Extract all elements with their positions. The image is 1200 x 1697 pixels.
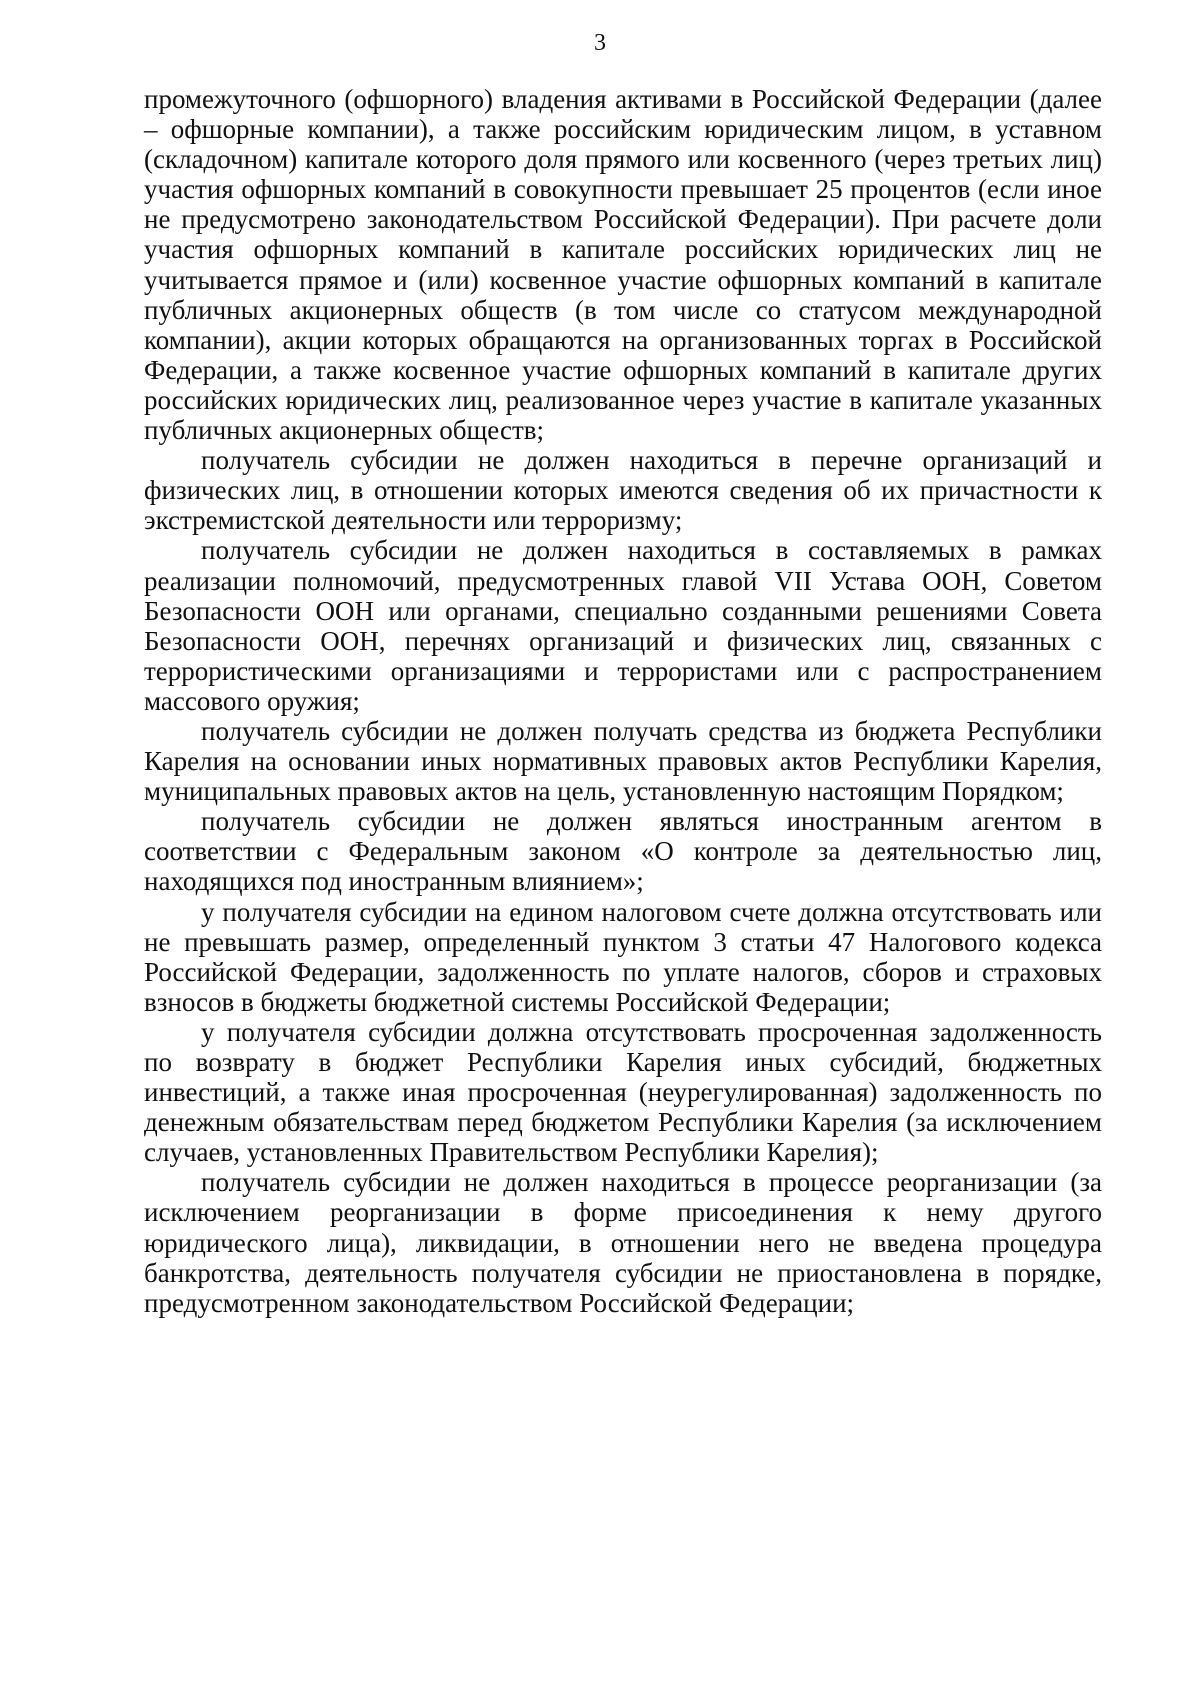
document-body <box>144 84 1102 1318</box>
paragraph-extremism-list: получатель субсидии не должен находиться в перечне организаций и физических лиц, в отношении которых имеются сведения об их причастности к экстремистской деятельности или терроризму; <box>144 445 1102 536</box>
paragraph-overdue-budget-debt: у получателя субсидии должна отсутствовать просроченная задолженность по возврату в бюджет Республики Карелия иных субсидий, бюджетных инвестиций, а также иная просроченная (неурегулированная) задолженность по денежным обязательствам перед бюджетом Республики Карелия (за исключением случаев, установленных Правительством Республики Карелия); <box>144 1016 1102 1168</box>
paragraph-offshore-continuation: промежуточного (офшорного) владения активами в Российской Федерации (далее – офшорные компании), а также российским юридическим лицом, в уставном (складочном) капитале которого доля прямого или косвенного (через третьих лиц) участия офшорных компаний в совокупности превышает 25 процентов (если иное не предусмотрено законодательством Российской Федерации). При расчете доли участия офшорных компаний в капитале российских юридических лиц не учитывается прямое и (или) косвенное участие офшорных компаний в капитале публичных акционерных обществ (в том числе со статусом международной компании), акции которых обращаются на организованных торгах в Российской Федерации, а также косвенное участие офшорных компаний в капитале других российских юридических лиц, реализованное через участие в капитале указанных публичных акционерных обществ; <box>144 84 1102 446</box>
page-number: 3 <box>594 30 606 56</box>
paragraph-foreign-agent: получатель субсидии не должен являться иностранным агентом в соответствии с Федеральным законом «О контроле за деятельностью лиц, находящихся под иностранным влиянием»; <box>144 806 1102 897</box>
paragraph-other-budget-funds: получатель субсидии не должен получать средства из бюджета Республики Карелия на основании иных нормативных правовых актов Республики Карелия, муниципальных правовых актов на цель, установленную настоящим Порядком; <box>144 715 1102 807</box>
paragraph-reorganization-bankruptcy: получатель субсидии не должен находиться в процессе реорганизации (за исключением реорганизации в форме присоединения к нему другого юридического лица), ликвидации, в отношении него не введена процедура банкротства, деятельность получателя субсидии не приостановлена в порядке, предусмотренном законодательством Российской Федерации; <box>144 1167 1102 1318</box>
paragraph-un-security-council-lists: получатель субсидии не должен находиться в составляемых в рамках реализации полномочий, предусмотренных главой VII Устава ООН, Советом Безопасности ООН или органами, специально созданными решениями Совета Безопасности ООН, перечнях организаций и физических лиц, связанных с террористическими организациями и террористами или с распространением массового оружия; <box>144 535 1102 716</box>
paragraph-tax-debt: у получателя субсидии на едином налоговом счете должна отсутствовать или не превышать размер, определенный пунктом 3 статьи 47 Налогового кодекса Российской Федерации, задолженность по уплате налогов, сборов и страховых взносов в бюджеты бюджетной системы Российской Федерации; <box>144 896 1102 1017</box>
